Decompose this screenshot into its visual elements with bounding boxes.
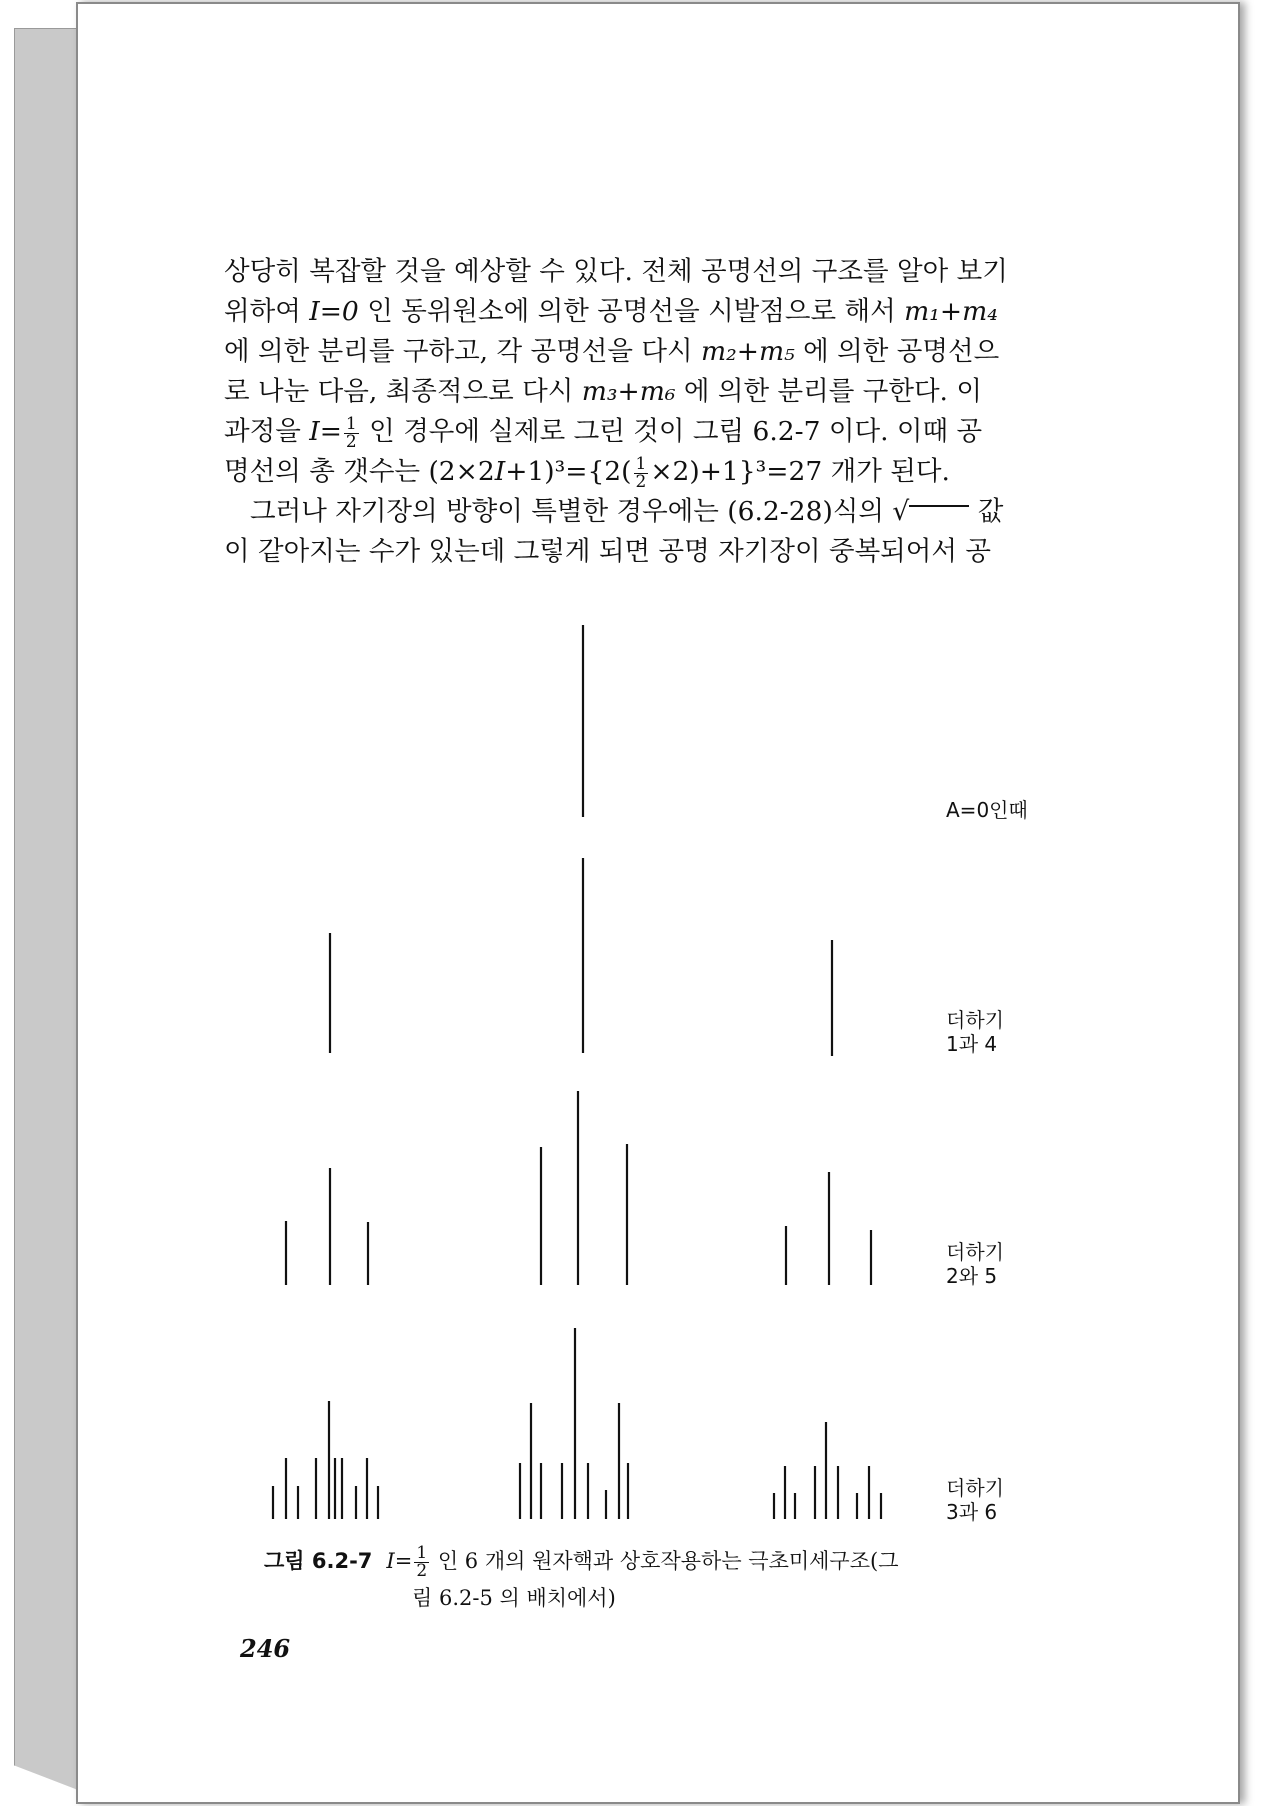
text-line: 이 같아지는 수가 있는데 그렇게 되면 공명 자기장이 중복되어서 공 (224, 536, 991, 567)
text-line: 명선의 총 갯수는 (2×2I+1)³={2( $\frac{1}{2}$ ×2)+1}³=27 개가 된다. (224, 453, 950, 492)
text-line: 그러나 자기장의 방향이 특별한 경우에는 (6.2-28)식의 √ 값 (250, 496, 1004, 527)
row-label-3: 더하기 2와 5 (946, 1240, 1004, 1288)
figure-caption: 그림 6.2-7 I= $\frac{1}{2}$ 인 6 개의 원자핵과 상호작용하는 극초미세구조(그 림 6.2-5 의 배치에서) (264, 1543, 899, 1610)
text-line: 상당히 복잡할 것을 예상할 수 있다. 전체 공명선의 구조를 알아 보기 (224, 256, 1008, 287)
text-line: 에 의한 분리를 구하고, 각 공명선을 다시 m₂+m₅ 에 의한 공명선으 (224, 336, 1000, 367)
text-line: 과정을 I= $\frac{1}{2}$ 인 경우에 실제로 그린 것이 그림 6.2-7 이다. 이때 공 (224, 413, 983, 452)
figure-number: 그림 6.2-7 (264, 1549, 373, 1573)
row-label-1: A=0인때 (946, 798, 1028, 822)
page-number: 246 (240, 1634, 291, 1663)
row-label-4: 더하기 3과 6 (946, 1476, 1004, 1524)
fraction: $\frac{1}{2}$ (635, 453, 647, 492)
fraction: $\frac{1}{2}$ (416, 1543, 428, 1581)
text-line: 위하여 I=0 인 동위원소에 의한 공명선을 시발점으로 해서 m₁+m₄ (224, 296, 998, 327)
fraction: $\frac{1}{2}$ (345, 413, 357, 452)
row-label-2: 더하기 1과 4 (946, 1008, 1004, 1056)
text-line: 로 나눈 다음, 최종적으로 다시 m₃+m₆ 에 의한 분리를 구한다. 이 (224, 376, 982, 407)
